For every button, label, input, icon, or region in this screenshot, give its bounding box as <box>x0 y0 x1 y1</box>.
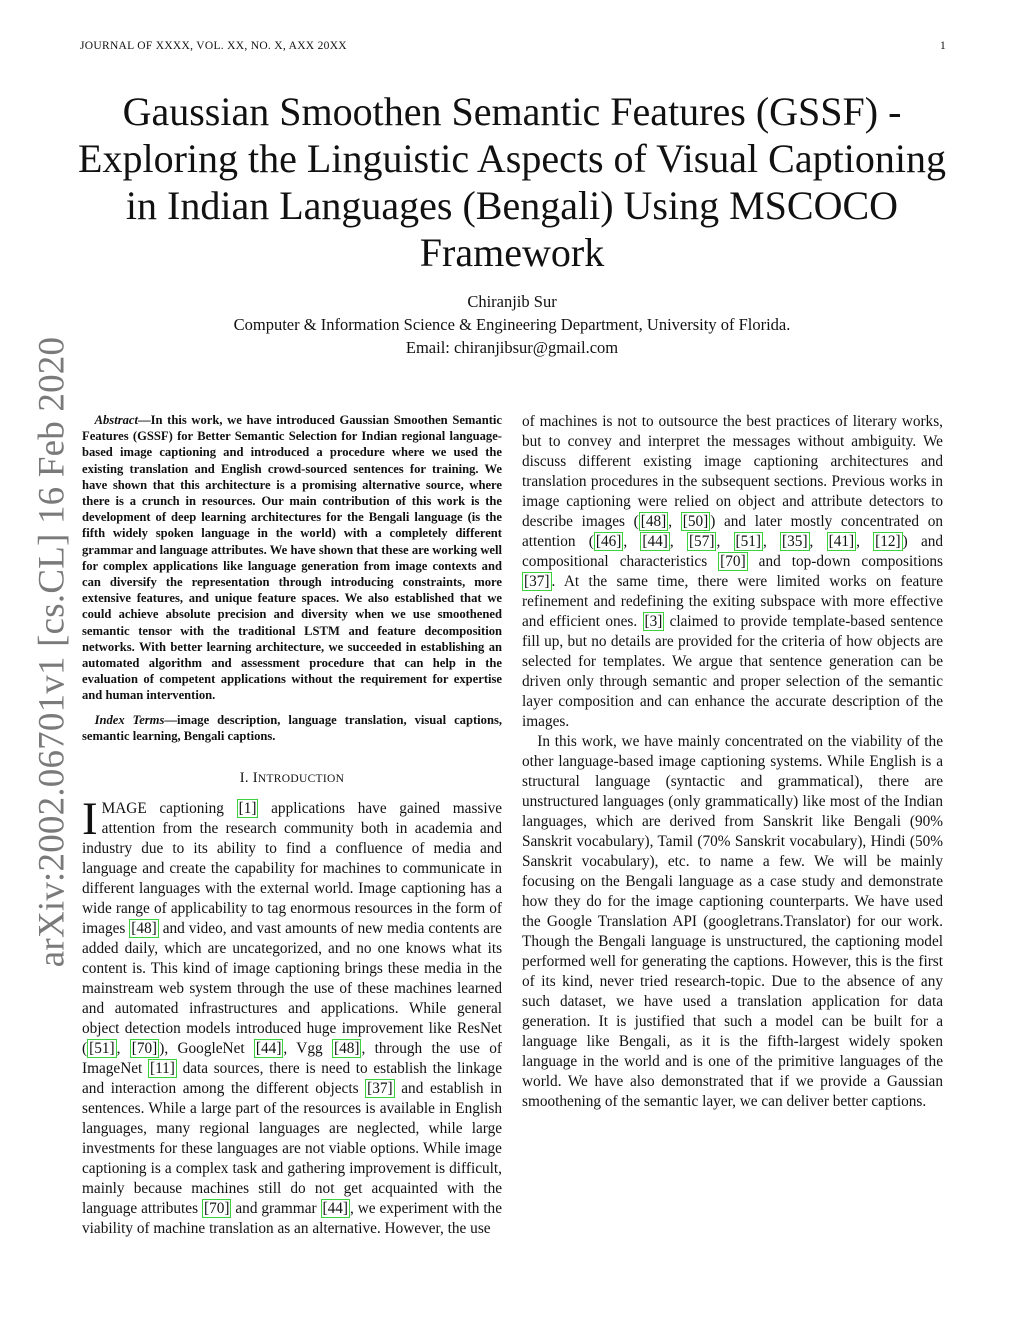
abstract-label: Abstract <box>94 413 138 427</box>
author-email: Email: chiranjibsur@gmail.com <box>405 338 619 357</box>
citation-link[interactable]: [3] <box>644 613 663 630</box>
section-title-initial: I <box>252 770 258 787</box>
index-terms-label: Index Terms <box>94 712 165 727</box>
citation-link[interactable]: [70] <box>203 1200 230 1218</box>
citation-link[interactable]: [44] <box>255 1040 282 1058</box>
page-number: 1 <box>939 40 946 52</box>
citation-link[interactable]: [70] <box>720 553 746 570</box>
section-title-rest: NTRODUCTION <box>257 773 345 786</box>
intro-paragraph-2: In this work, we have mainly concentrated on the viability of the other language-based image captioning systems. While English is a structural language (syntactic and grammatical), there are unstructured languages (only grammatically) like most of the Indian languages, which are derived from Sanskrit like Bengali (90% Sanskrit vocabulary), Tamil (70% Sanskrit vocabulary), Hindi (50% Sanskrit vocabulary), etc. to name a few. We will be mainly focusing on the Bengali language as a case study and demonstrate how they do for the image captioning counterparts. We have used the Google Translation API (googletrans.Translator) for our work. Though the Bengali language is unstructured, the captioning model performed well for generating the captions. However, this is the first of its kind, never tried research-topic. Due to the absence of any such dataset, we have used a translation application for data generation. It is justified that such a model can be built for a language like Bengali, as it is the fifth-largest widely spoken language in the world and is one of the primitive languages of the world. We have also demonstrated that if we provide a Gaussian smoothening of the semantic layer, we can deliver better captions. <box>522 733 943 1110</box>
citation-link[interactable]: [50] <box>682 513 709 530</box>
citation-link[interactable]: [70] <box>131 1040 158 1058</box>
index-terms <box>82 712 502 744</box>
section-number: I. <box>239 770 253 787</box>
left-column <box>82 412 502 1239</box>
citation-link[interactable]: [35] <box>782 533 808 550</box>
author-affiliation: Computer & Information Science & Engineering Department, University of Florida. <box>233 315 791 334</box>
citation-link[interactable]: [37] <box>524 573 550 590</box>
index-terms-text: —image description, language translation, visual captions, semantic learning, Bengali captions. <box>82 712 502 743</box>
author-name: Chiranjib Sur <box>467 292 557 311</box>
abstract <box>82 412 502 704</box>
drop-cap: I <box>82 793 98 846</box>
citation-link[interactable]: [46] <box>595 533 622 550</box>
citation-link[interactable]: [48] <box>131 920 157 938</box>
citation-link[interactable]: [57] <box>688 533 715 550</box>
journal-line: JOURNAL OF XXXX, VOL. XX, NO. X, AXX 20XX <box>80 40 347 52</box>
citation-link[interactable]: [48] <box>333 1040 360 1058</box>
running-header <box>80 40 946 52</box>
right-column <box>522 412 943 1112</box>
citation-link[interactable]: [44] <box>322 1200 348 1218</box>
citation-link[interactable]: [51] <box>735 533 761 550</box>
citation-link[interactable]: [41] <box>828 533 855 550</box>
intro-paragraph-1-continued: of machines is not to outsource the best practices of literary works, but to convey and interpret the messages without ambiguity. We discuss different existing image captioning architectures and translation procedures in the subsequent sections. Previous works in image captioning were relied on object and attribute detectors to describe images ( [48] , [50] ) and later mostly concentrated on attention ( [46] , [44] , [57] , [51] , [35] , [41] , [12] ) and compositional characteristics [70] and top-down compositions [37] . At the same time, there were limited works on feature refinement and redefining the exiting subspace with more effective and efficient ones. [3] claimed to provide template-based sentence fill up, but no details are provided for the criteria of how objects are selected for templates. We argue that sentence generation can be driven only through semantic and proper selection of the semantic layer composition and can enhance the accurate description of the images. <box>522 413 944 730</box>
abstract-text: —In this work, we have introduced Gaussian Smoothen Semantic Features (GSSF) for Better Semantic Selection for Indian regional language-based image captioning and introduced a procedure where we used the existing translation and English crowd-sourced sentences for training. We have shown that this architecture is a promising alternative source, where there is a crunch in resources. Our main contribution of this work is the development of deep learning architectures for the Bengali language (is the fifth widely spoken language in the world) with a completely different grammar and language attributes. We have shown that these are working well for complex applications like language generation from image contexts and can diversify the representation through introducing constraints, more extensive features, and unique feature spaces. We also established that we could achieve absolute precision and diversity when we use smoothened semantic tensor with the traditional LSTM and feature decomposition networks. With better learning architecture, we succeeded in establishing an automated algorithm and assessment procedure that can help in the evaluation of competent applications without the requirement for expertise and human intervention. <box>82 413 502 703</box>
citation-link[interactable]: [51] <box>89 1040 115 1058</box>
intro-paragraph-1: IMAGE captioning [1] applications have gained massive attention from the research community both in academia and industry due to its ability to find a confluence of media and language and create the capability for machines to communicate in different languages with the external world. Image captioning has a wide range of applicability to tag enormous resources in the form of images [48] and video, and vast amounts of new media contents are added daily, which are uncategorized, and no one knows what its content is. This kind of image captioning brings these media in the mainstream web system through the use of these machines learned and automated infrastructures and applications. While general object detection models introduced huge improvement like ResNet ( [51] , [70] ), GoogleNet [44] , Vgg [48] , through the use of ImageNet [11] data sources, there is need to establish the linkage and interaction among the different objects [37] and establish in sentences. While a large part of the resources is available in English languages, many regional languages are neglected, while large investments for these languages are not viable options. While image captioning is a complex task and gathering improvement is difficult, mainly because machines still do not get acquainted with the language attributes [70] and grammar [44] , we experiment with the viability of machine translation as an alternative. However, the use <box>82 793 503 1238</box>
citation-link[interactable]: [11] <box>149 1060 175 1078</box>
citation-link[interactable]: [44] <box>642 533 668 550</box>
author-block <box>60 290 964 359</box>
citation-link[interactable]: [37] <box>367 1080 393 1098</box>
section-heading-introduction <box>82 770 502 787</box>
citation-link[interactable]: [1] <box>238 800 257 818</box>
citation-link[interactable]: [48] <box>640 513 667 530</box>
citation-link[interactable]: [12] <box>875 533 901 550</box>
paper-title: Gaussian Smoothen Semantic Features (GSSF) - Exploring the Linguistic Aspects of Visual Captioning in Indian Languages (Bengali) Using MSCOCO Framework <box>78 89 946 275</box>
arxiv-stamp: arXiv:2002.06701v1 [cs.CL] 16 Feb 2020 <box>31 336 73 968</box>
